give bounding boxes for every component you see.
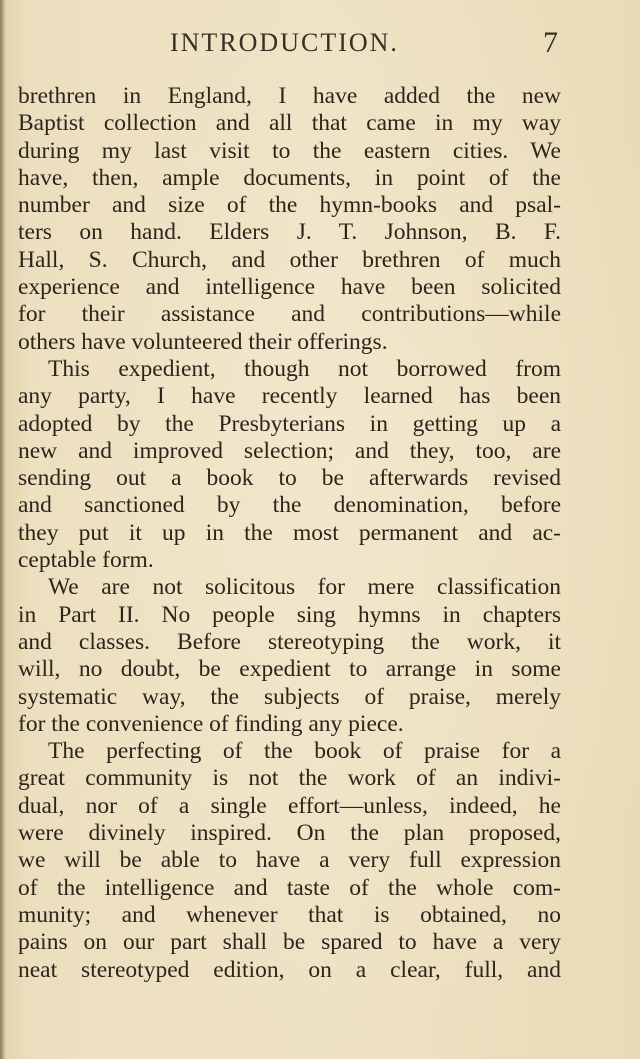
text-line: in Part II. No people sing hymns in chapters: [18, 601, 561, 628]
text-line: for their assistance and contributions—while: [18, 301, 561, 328]
page-header: [0, 28, 640, 62]
text-line: of the intelligence and taste of the whole com-: [18, 874, 561, 901]
text-line: ters on hand. Elders J. T. Johnson, B. F.: [18, 219, 561, 246]
text-line: great community is not the work of an indivi-: [18, 765, 561, 792]
text-line: Baptist collection and all that came in my way: [18, 110, 561, 137]
text-line: ceptable form.: [18, 547, 154, 574]
text-line: number and size of the hymn-books and psal-: [18, 192, 561, 219]
text-line: they put it up in the most permanent and ac-: [18, 519, 561, 546]
text-line: adopted by the Presbyterians in getting up a: [18, 410, 561, 437]
text-line: we will be able to have a very full expression: [18, 847, 561, 874]
paragraph: [18, 83, 561, 356]
text-line: have, then, ample documents, in point of the: [18, 164, 561, 191]
text-line: experience and intelligence have been solicited: [18, 274, 561, 301]
text-line: and classes. Before stereotyping the work, it: [18, 628, 561, 655]
text-line: systematic way, the subjects of praise, merely: [18, 683, 561, 710]
text-line: and sanctioned by the denomination, before: [18, 492, 561, 519]
paragraph: [18, 738, 561, 984]
text-line: Hall, S. Church, and other brethren of much: [18, 246, 561, 273]
text-line: This expedient, though not borrowed from: [48, 355, 561, 382]
text-line: new and improved selection; and they, too, are: [18, 437, 561, 464]
text-line: during my last visit to the eastern cities. We: [18, 137, 561, 164]
text-line: others have volunteered their offerings.: [18, 328, 388, 355]
text-line: neat stereotyped edition, on a clear, full, and: [18, 956, 561, 983]
text-line: for the convenience of finding any piece.: [18, 710, 404, 737]
text-line: any party, I have recently learned has been: [18, 383, 561, 410]
text-line: will, no doubt, be expedient to arrange in some: [18, 656, 561, 683]
text-line: pains on our part shall be spared to have a very: [18, 929, 561, 956]
text-line: The perfecting of the book of praise for a: [48, 738, 561, 765]
text-line: were divinely inspired. On the plan proposed,: [18, 820, 561, 847]
text-line: brethren in England, I have added the new: [18, 83, 561, 109]
paragraph: [18, 574, 561, 738]
text-line: We are not solicitous for mere classification: [48, 574, 561, 601]
text-line: dual, nor of a single effort—unless, indeed, he: [18, 792, 561, 819]
page-number: 7: [543, 26, 558, 59]
text-line: munity; and whenever that is obtained, no: [18, 901, 561, 928]
running-title: INTRODUCTION.: [170, 28, 399, 57]
paragraph: [18, 356, 561, 574]
binding-edge: [0, 0, 6, 1059]
text-line: sending out a book to be afterwards revised: [18, 465, 561, 492]
body-text: [18, 83, 561, 984]
